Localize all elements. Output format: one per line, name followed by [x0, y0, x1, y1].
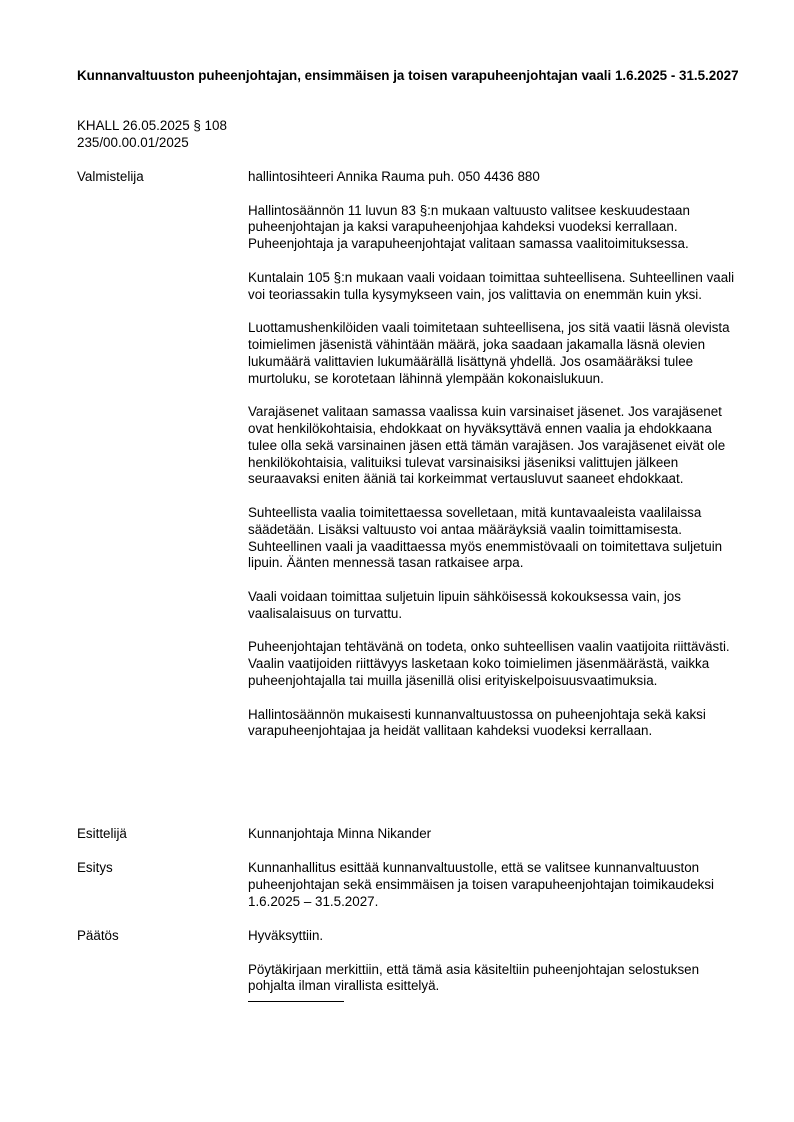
paatos-content [248, 928, 738, 1002]
valmistelija-paragraph: Puheenjohtajan tehtävänä on todeta, onko suhteellisen vaalin vaatijoita riittävästi. Vaalin vaatijoiden riittävyys lasketaan koko toimielimen jäsenmäärästä, vaikka puheenjohtajalla tai muilla jäsenillä olisi erityiskelpoisuusvaatimuksia. [248, 639, 730, 688]
valmistelija-paragraph: Luottamushenkilöiden vaali toimitetaan suhteellisena, jos sitä vaatii läsnä olevista toimielimen jäsenistä vähintään määrä, joka saadaan jakamalla läsnä olevien lukumäärä valittavien lukumäärällä lisättynä yhdellä. Jos osamääräksi tulee murtoluku, se korotetaan lähinnä ylempään kokonaislukuun. [248, 320, 730, 386]
section-paatos [77, 928, 737, 1024]
valmistelija-paragraph: Hallintosäännön mukaisesti kunnanvaltuustossa on puheenjohtaja sekä kaksi varapuheenjohtajaa ja heidät vallitaan kahdeksi vuodeksi kerrallaan. [248, 706, 706, 739]
meeting-reference: KHALL 26.05.2025 § 108 [77, 118, 227, 133]
esitys-text: Kunnanhallitus esittää kunnanvaltuustolle, että se valitsee kunnanvaltuuston puheenjohtajan sekä ensimmäisen ja toisen varapuheenjohtajan toimikaudeksi 1.6.2025 – 31.5.2027. [248, 860, 714, 909]
section-esitys [77, 860, 737, 916]
esitys-content [248, 860, 738, 910]
record-number: 235/00.00.01/2025 [77, 134, 189, 150]
document-title: Kunnanvaltuuston puheenjohtajan, ensimmäisen ja toisen varapuheenjohtajan vaali 1.6.2025 - 31.5.2027 [77, 68, 739, 83]
section-valmistelija [77, 169, 737, 809]
esittelija-label: Esittelijä [77, 826, 127, 841]
valmistelija-paragraph: Kuntalain 105 §:n mukaan vaali voidaan toimittaa suhteellisena. Suhteellinen vaali voi teoriassakin tulla kysymykseen vain, jos valittavia on enemmän kuin yksi. [248, 269, 735, 302]
valmistelija-label: Valmistelija [77, 169, 144, 184]
esitys-label: Esitys [77, 860, 113, 875]
paatos-paragraph: Hyväksyttiin. [248, 928, 324, 943]
valmistelija-paragraph: hallintosihteeri Annika Rauma puh. 050 4436 880 [248, 169, 540, 184]
esittelija-text: Kunnanjohtaja Minna Nikander [248, 826, 432, 841]
paatos-label: Päätös [77, 928, 119, 943]
case-reference [77, 118, 227, 152]
section-esittelija [77, 826, 737, 846]
valmistelija-paragraph: Varajäsenet valitaan samassa vaalissa kuin varsinaiset jäsenet. Jos varajäsenet ovat henkilökohtaisia, ehdokkaat on hyväksyttävä ennen vaalia ja ehdokkaana tulee olla sekä varsinainen jäsen että tämän varajäsen. Jos varajäsenet eivät ole henkilökohtaisia, valituiksi tulevat varsinaisiksi jäseniksi valittujen jälkeen seuraavaksi eniten ääniä tai korkeimmat vertausluvut saaneet ehdokkaat. [248, 404, 726, 487]
paatos-paragraph: Pöytäkirjaan merkittiin, että tämä asia käsiteltiin puheenjohtajan selostuksen pohjalta ilman virallista esittelyä. [248, 961, 700, 994]
closing-rule [248, 1001, 344, 1002]
valmistelija-paragraph: Vaali voidaan toimittaa suljetuin lipuin sähköisessä kokouksessa vain, jos vaalisalaisuus on turvattu. [248, 588, 681, 621]
valmistelija-content [248, 169, 738, 740]
valmistelija-paragraph: Hallintosäännön 11 luvun 83 §:n mukaan valtuusto valitsee keskuudestaan puheenjohtajan ja kaksi varapuheenjohjaa kahdeksi vuodeksi kerrallaan. Puheenjohtaja ja varapuheenjohtajat valitaan samassa vaalitoimituksessa. [248, 202, 690, 252]
valmistelija-paragraph: Suhteellista vaalia toimitettaessa sovelletaan, mitä kuntavaaleista vaalilaissa säädetään. Lisäksi valtuusto voi antaa määräyksiä vaalin toimittamisesta. Suhteellinen vaali ja vaadittaessa myös enemmistövaali on toimitettava suljetuin lipuin. Äänten mennessä tasan ratkaisee arpa. [248, 504, 723, 571]
esittelija-content [248, 826, 738, 843]
